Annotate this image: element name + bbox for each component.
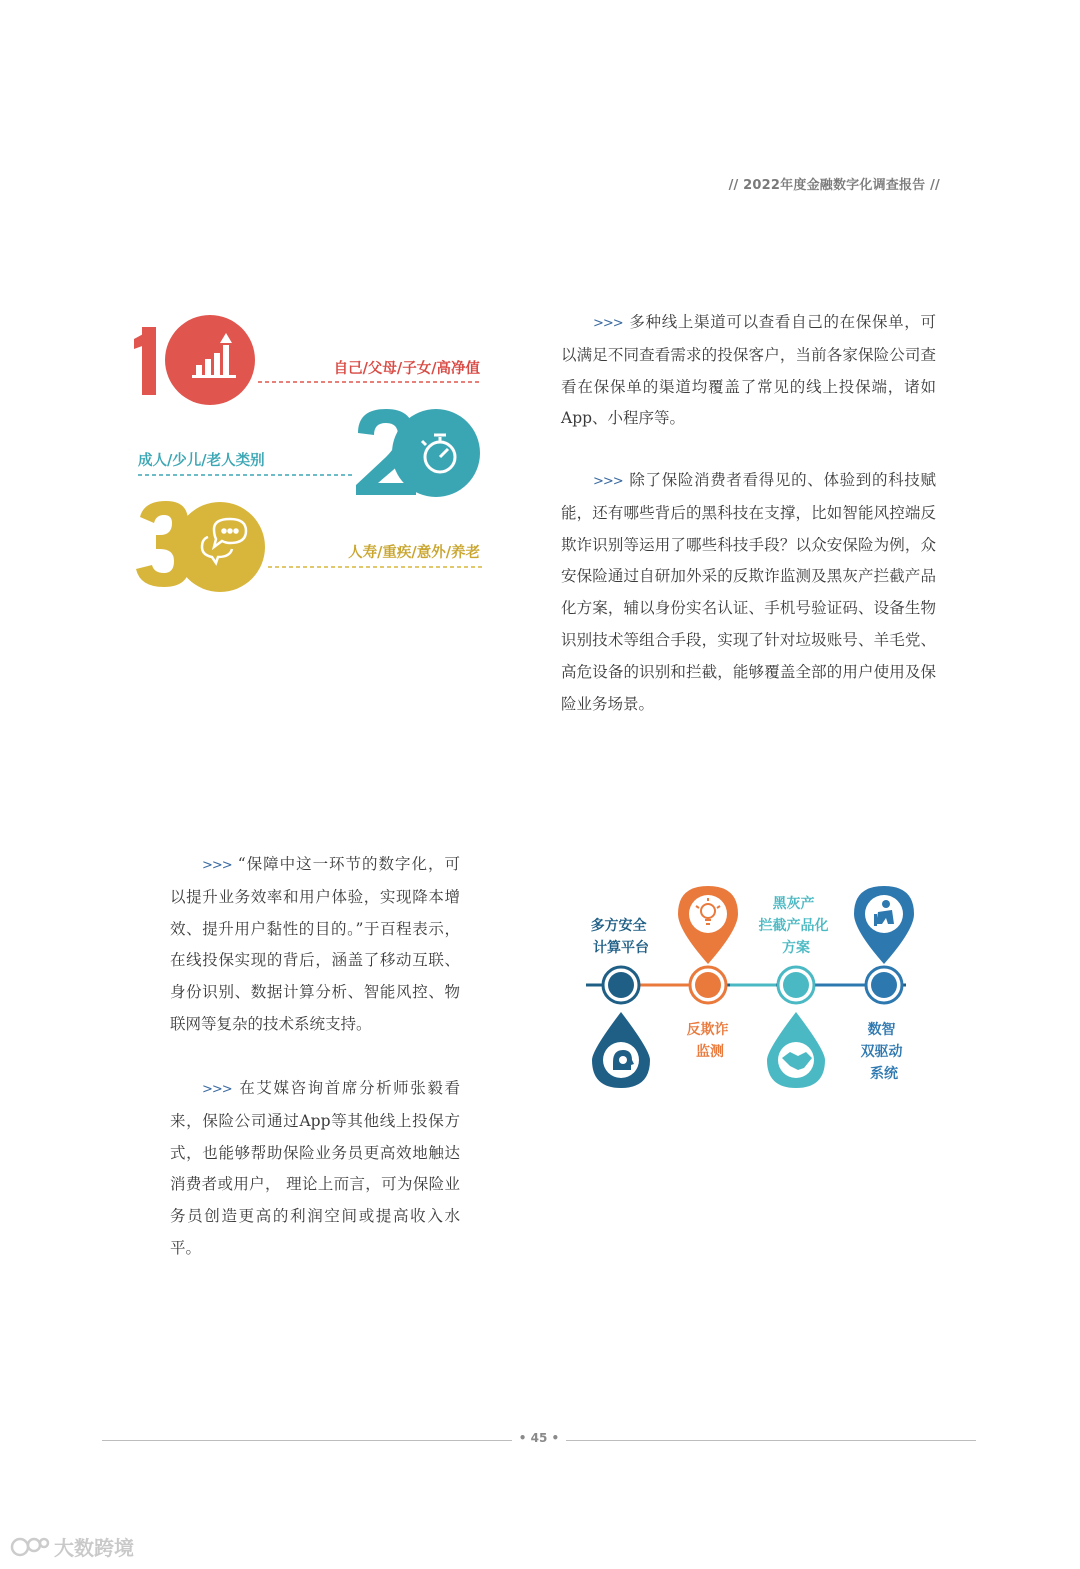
paragraph-text: “保障中这一环节的数字化，可以提升业务效率和用户体验，实现降本增效、提升用户黏性的目的。”于百程表示，在线投保实现的背后，涵盖了移动互联、身份识别、数据计算分析、智能风控、物联网等复杂的技术系统支持。	[170, 855, 460, 1033]
tech-flow-graphic	[580, 880, 920, 1100]
category-item-1	[134, 315, 482, 405]
paragraph-analyst-view	[170, 1073, 460, 1265]
report-header: // 2022年度金融数字化调查报告 //	[728, 178, 940, 193]
category-label-3: 人寿/重疾/意外/养老	[348, 544, 480, 561]
paragraph-arrows: >>>	[593, 316, 623, 331]
paragraph-online-policy-channels	[561, 307, 936, 435]
footer-divider-left	[102, 1440, 512, 1441]
paragraph-text: 多种线上渠道可以查看自己的在保保单，可以满足不同查看需求的投保客户，当前各家保险公司查看在保保单的渠道均覆盖了常见的线上投保端，诸如App、小程序等。	[561, 313, 936, 428]
category-item-3	[136, 501, 482, 592]
paragraph-arrows: >>>	[202, 1082, 232, 1097]
category-label-2: 成人/少儿/老人类别	[138, 452, 265, 469]
label-anti-fraud-monitoring: 反欺诈 监测	[686, 1022, 729, 1060]
watermark	[10, 1532, 134, 1561]
footer-divider-right	[566, 1440, 976, 1441]
circle-3	[175, 502, 265, 592]
category-item-2	[138, 409, 480, 497]
paragraph-arrows: >>>	[202, 858, 232, 873]
watermark-text: 大数跨境	[54, 1536, 134, 1560]
page-number: • 45 •	[518, 1431, 560, 1445]
watermark-logo-icon	[10, 1535, 50, 1559]
label-blackgray-interception: 黑灰产 拦截产品化 方案	[758, 896, 829, 956]
category-label-1: 自己/父母/子女/高净值	[333, 360, 480, 377]
paragraph-digitalization-quote	[170, 849, 460, 1041]
paragraph-text: 在艾媒咨询首席分析师张毅看来，保险公司通过App等其他线上投保方式，也能够帮助保险业务员更高效地触达消费者或用户， 理论上而言，可为保险业务员创造更高的利润空间或提高收入水平。	[170, 1079, 460, 1257]
paragraph-text: 除了保险消费者看得见的、体验到的科技赋能，还有哪些背后的黑科技在支撑，比如智能风控端反欺诈识别等运用了哪些科技手段？以众安保险为例，众安保险通过自研加外采的反欺诈监测及黑灰产拦截产品化方案，辅以身份实名认证、手机号验证码、设备生物识别技术等组合手段，实现了针对垃圾账号、羊毛党、高危设备的识别和拦截，能够覆盖全部的用户使用及保险业务场景。	[561, 471, 936, 713]
paragraph-anti-fraud-tech	[561, 465, 936, 720]
numbered-category-graphic	[130, 305, 490, 605]
circle-2	[392, 409, 480, 497]
paragraph-arrows: >>>	[593, 474, 623, 489]
label-dual-drive-system: 数智 双驱动 系统	[860, 1022, 903, 1082]
label-multi-party-computing: 多方安全 计算平台	[590, 918, 649, 956]
